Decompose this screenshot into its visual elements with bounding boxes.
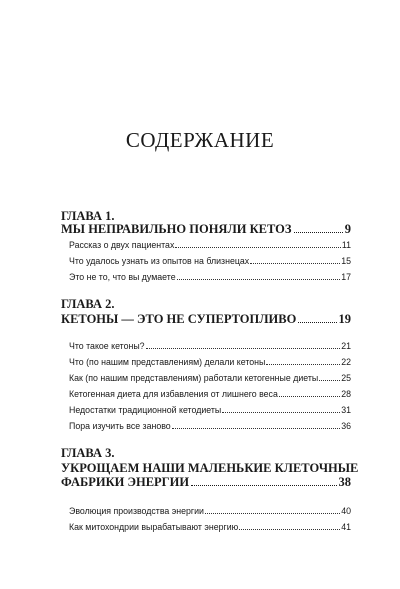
dot-leader <box>146 348 341 349</box>
chapter-1-title-line <box>61 222 351 236</box>
toc-entry-page: 17 <box>341 272 351 282</box>
chapter-2-page: 19 <box>338 312 351 326</box>
chapter-2-title-line <box>61 312 351 326</box>
chapter-1-label: ГЛАВА 1. <box>61 209 115 223</box>
toc-entry <box>69 389 351 400</box>
dot-leader <box>205 513 340 514</box>
toc-entry-title: Это не то, что вы думаете <box>69 272 176 282</box>
chapter-3-title-line <box>61 475 351 489</box>
toc-entry-page: 28 <box>341 389 351 399</box>
chapter-3-page: 38 <box>338 475 351 489</box>
toc-entry-title: Недостатки традиционной кетодиеты <box>69 405 222 415</box>
toc-entry-title: Рассказ о двух пациентах <box>69 240 175 250</box>
dot-leader <box>177 279 341 280</box>
toc-entry-title: Как (по нашим представлениям) работали кетогенные диеты <box>69 373 319 383</box>
toc-entry-title: Кетогенная диета для избавления от лишнего веса <box>69 389 278 399</box>
dot-leader <box>298 322 336 323</box>
dot-leader <box>222 412 340 413</box>
dot-leader <box>279 396 340 397</box>
chapter-2-label: ГЛАВА 2. <box>61 297 115 311</box>
dot-leader <box>175 247 341 248</box>
chapter-3-title-line-1: УКРОЩАЕМ НАШИ МАЛЕНЬКИЕ КЛЕТОЧНЫЕ <box>61 461 359 475</box>
toc-entry <box>69 256 351 267</box>
toc-entry <box>69 357 351 368</box>
page-title: СОДЕРЖАНИЕ <box>125 128 275 152</box>
toc-entry-page: 21 <box>341 341 351 351</box>
chapter-3-title-line-2: ФАБРИКИ ЭНЕРГИИ <box>61 475 190 489</box>
chapter-2-title: КЕТОНЫ — ЭТО НЕ СУПЕРТОПЛИВО <box>61 312 297 326</box>
toc-entry-title: Что такое кетоны? <box>69 341 145 351</box>
dot-leader <box>319 380 340 381</box>
toc-entry <box>69 522 351 533</box>
toc-entry-page: 22 <box>341 357 351 367</box>
toc-entry-page: 36 <box>341 421 351 431</box>
toc-entry-page: 40 <box>341 506 351 516</box>
toc-entry-page: 11 <box>341 240 351 250</box>
toc-entry-title: Как митохондрии вырабатывают энергию <box>69 522 239 532</box>
toc-entry-page: 25 <box>341 373 351 383</box>
toc-entry <box>69 405 351 416</box>
chapter-1-page: 9 <box>344 222 351 236</box>
dot-leader <box>239 529 340 530</box>
chapter-3-label: ГЛАВА 3. <box>61 446 115 460</box>
toc-entry-title: Что удалось узнать из опытов на близнецах <box>69 256 250 266</box>
dot-leader <box>172 428 341 429</box>
toc-entry <box>69 421 351 432</box>
chapter-1-title: МЫ НЕПРАВИЛЬНО ПОНЯЛИ КЕТОЗ <box>61 222 292 236</box>
toc-entry-title: Эволюция производства энергии <box>69 506 204 516</box>
toc-entry <box>69 506 351 517</box>
toc-entry-title: Пора изучить все заново <box>69 421 171 431</box>
dot-leader <box>294 232 343 233</box>
toc-entry <box>69 373 351 384</box>
dot-leader <box>266 364 340 365</box>
toc-entry-title: Что (по нашим представлениям) делали кетоны <box>69 357 266 367</box>
dot-leader <box>250 263 340 264</box>
toc-entry-page: 41 <box>341 522 351 532</box>
dot-leader <box>191 485 336 486</box>
toc-entry-page: 15 <box>341 256 351 266</box>
toc-entry <box>69 272 351 283</box>
toc-entry <box>69 240 351 251</box>
toc-entry-page: 31 <box>341 405 351 415</box>
toc-entry <box>69 341 351 352</box>
